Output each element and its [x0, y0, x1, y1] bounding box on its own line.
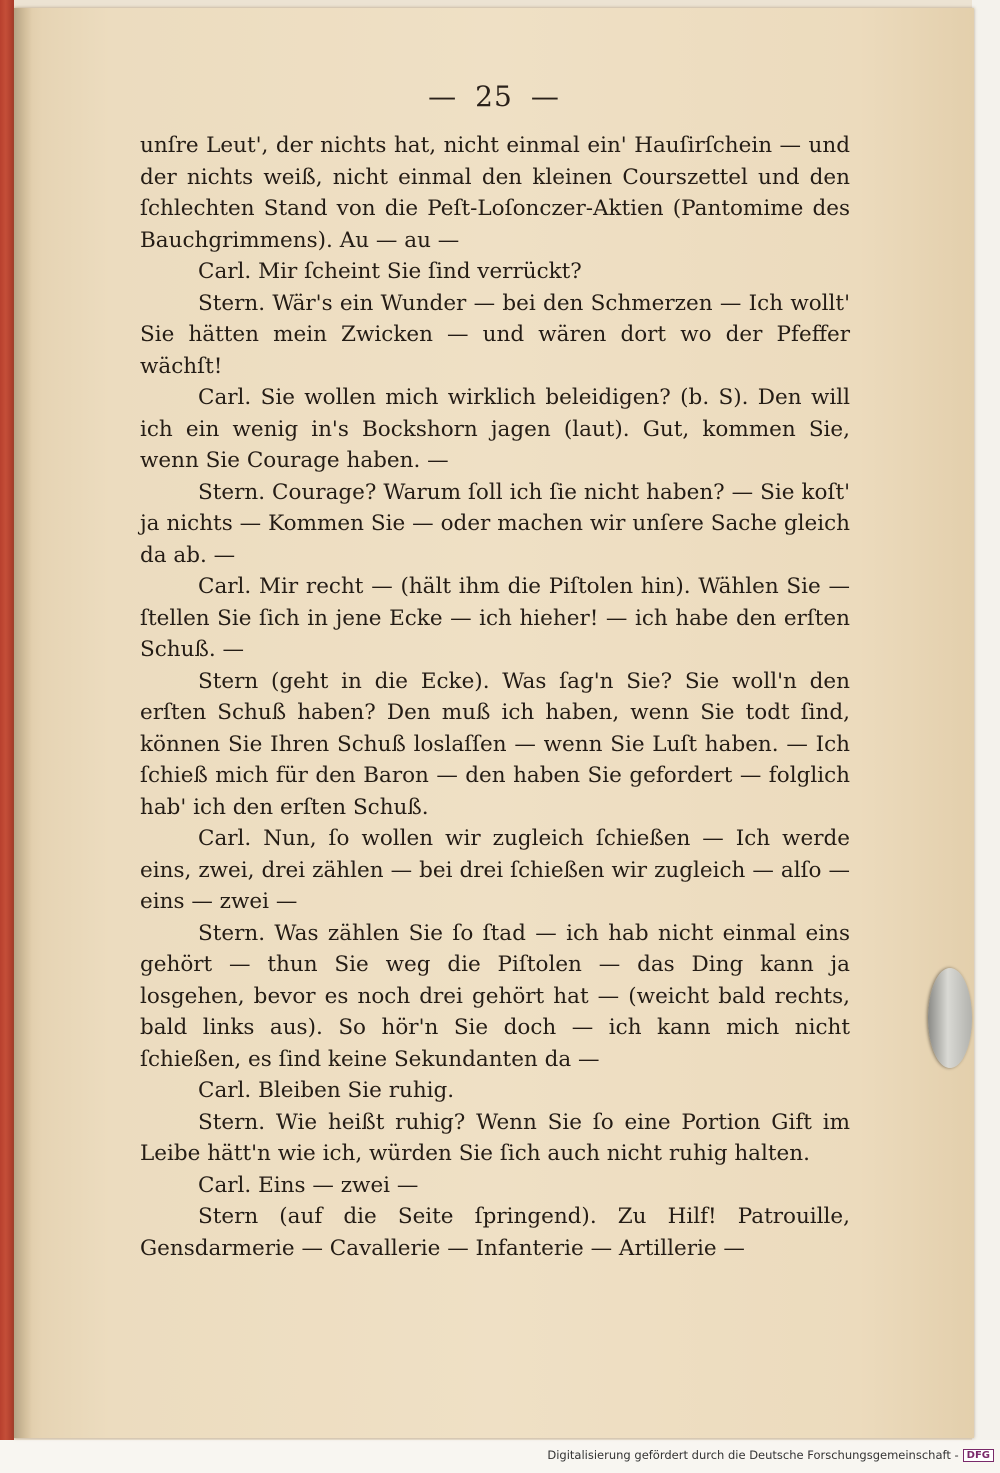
book-cover-edge	[0, 0, 14, 1440]
dfg-logo: DFG	[963, 1449, 994, 1462]
paragraph: Carl. Eins — zwei —	[198, 1172, 419, 1198]
paragraph: Carl. Nun, ſo wollen wir zugleich ſchießen — Ich werde eins, zwei, drei zählen — bei drei ſchießen wir zugleich — alſo — eins — zwei —	[140, 826, 850, 914]
paragraph: Stern (geht in die Ecke). Was ſag'n Sie? Sie woll'n den erſten Schuß haben? Den muß ich haben, wenn Sie todt ſind, können Sie Ihren Schuß loslaſſen — wenn Sie Luſt haben. — Ich ſchieß mich für den Baron — den haben Sie gefordert — folglich hab' ich den erſten Schuß.	[140, 668, 850, 820]
book-page	[14, 8, 974, 1438]
page-gutter-shadow	[14, 8, 32, 1438]
paragraph: Stern. Wie heißt ruhig? Wenn Sie ſo eine Portion Gift im Leibe hätt'n wie ich, würden Sie ſich auch nicht ruhig halten.	[140, 1109, 850, 1166]
digitization-credit	[547, 1448, 994, 1462]
paragraph: Stern. Courage? Warum ſoll ich ſie nicht haben? — Sie koſt' ja nichts — Kommen Sie — oder machen wir unſere Sache gleich da ab. —	[140, 479, 850, 568]
page-number-value: 25	[475, 80, 513, 113]
paragraph: Carl. Mir ſcheint Sie ſind verrückt?	[198, 259, 582, 284]
scan-background	[972, 0, 1000, 1473]
paragraph: Stern. Wär's ein Wunder — bei den Schmerzen — Ich wollt' Sie hätten mein Zwicken — und wären dort wo der Pfeffer wächſt!	[140, 290, 850, 379]
paragraph: Stern. Was zählen Sie ſo ſtad — ich hab nicht einmal eins gehört — thun Sie weg die Piſtolen — das Ding kann ja losgehen, bevor es noch drei gehört hat — (weicht bald rechts, bald links aus). So hör'n Sie doch — ich kann mich nicht ſchießen, es ſind keine Sekundanten da —	[140, 920, 850, 1072]
paragraph: Carl. Bleiben Sie ruhig.	[198, 1078, 455, 1103]
body-text	[140, 130, 850, 1264]
paragraph: unſre Leut', der nichts hat, nicht einmal ein' Hauſirſchein — und der nichts weiß, nicht einmal den kleinen Courszettel und den ſchlechten Stand von die Peſt-Loſonczer-Aktien (Pantomime des Bauchgrimmens). Au — au —	[140, 133, 850, 253]
credit-text: Digitalisierung gefördert durch die Deutsche Forschungsgemeinschaft -	[547, 1448, 959, 1462]
paragraph: Stern (auf die Seite ſpringend). Zu Hilf! Patrouille, Gensdarmerie — Cavallerie — Infanterie — Artillerie —	[140, 1204, 850, 1261]
page-holder-clip	[928, 968, 972, 1068]
paragraph: Carl. Sie wollen mich wirklich beleidigen? (b. S). Den will ich ein wenig in's Bockshorn jagen (laut). Gut, kommen Sie, wenn Sie Courage haben. —	[140, 385, 850, 473]
page-number-dash-left: —	[428, 80, 458, 113]
page-number-dash-right: —	[530, 80, 560, 113]
paragraph: Carl. Mir recht — (hält ihm die Piſtolen hin). Wählen Sie — ſtellen Sie ſich in jene Ecke — ich hieher! — ich habe den erſten Schuß. —	[140, 574, 850, 662]
page-number	[14, 80, 974, 113]
